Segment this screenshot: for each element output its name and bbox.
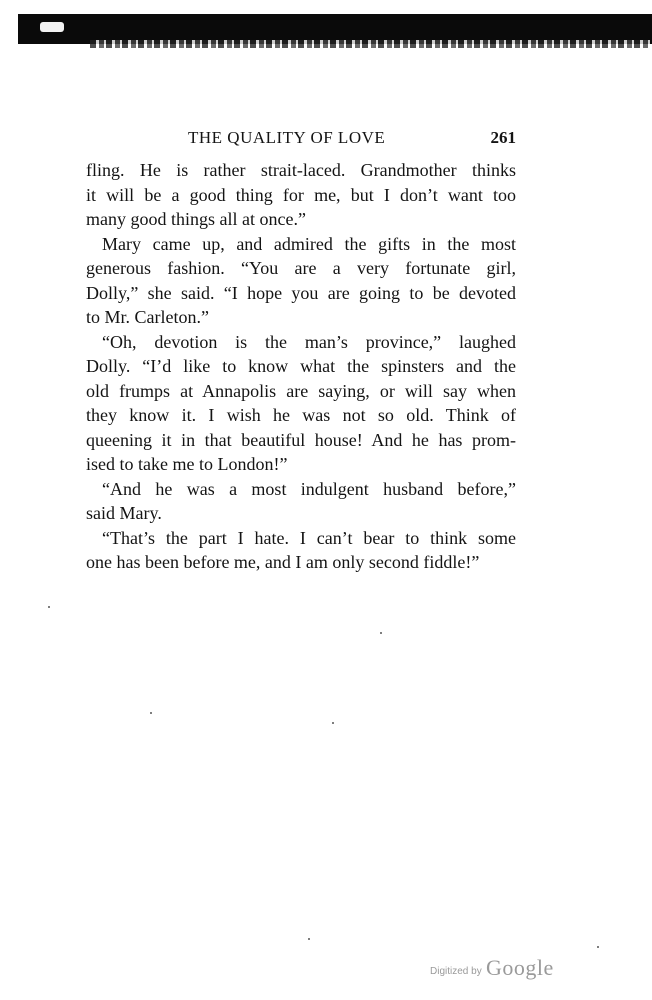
text-line: they know it. I wish he was not so old. Think of	[86, 405, 516, 425]
text-line: Dolly. “I’d like to know what the spinsters and the	[86, 356, 516, 376]
scan-speck	[332, 722, 334, 724]
page-number: 261	[490, 128, 516, 147]
body-text	[86, 158, 516, 575]
text-line: fling. He is rather strait-laced. Grandmother thinks	[86, 160, 516, 180]
text-line: “And he was a most indulgent husband before,”	[102, 478, 516, 499]
text-line: to Mr. Carleton.”	[86, 307, 209, 327]
text-line: generous fashion. “You are a very fortunate girl,	[86, 258, 516, 278]
text-line: “Oh, devotion is the man’s province,” laughed	[102, 331, 516, 352]
google-logo: Google	[486, 955, 554, 980]
scan-speck	[308, 938, 310, 940]
text-line: many good things all at once.”	[86, 209, 306, 229]
text-line: old frumps at Annapolis are saying, or will say when	[86, 380, 516, 401]
watermark-prefix: Digitized by	[430, 966, 482, 977]
running-head-title: THE QUALITY OF LOVE	[188, 128, 386, 147]
scan-speck	[48, 606, 50, 608]
scan-margin-notch	[40, 22, 64, 32]
text-line: said Mary.	[86, 503, 162, 523]
text-line: ised to take me to London!”	[86, 454, 288, 474]
text-line: it will be a good thing for me, but I don’t want too	[86, 184, 516, 205]
scan-margin-gap	[60, 44, 90, 50]
text-line: Mary came up, and admired the gifts in the most	[102, 233, 516, 254]
text-line: queening it in that beautiful house! And he has prom-	[86, 429, 516, 450]
running-head	[86, 128, 516, 152]
text-line: “That’s the part I hate. I can’t bear to think some	[102, 527, 516, 548]
text-line: Dolly,” she said. “I hope you are going to be devoted	[86, 282, 516, 303]
scan-speck	[150, 712, 152, 714]
scan-speck	[597, 946, 599, 948]
scan-margin-edge	[90, 40, 650, 48]
scan-speck	[380, 632, 382, 634]
text-line: one has been before me, and I am only second fiddle!”	[86, 552, 480, 572]
